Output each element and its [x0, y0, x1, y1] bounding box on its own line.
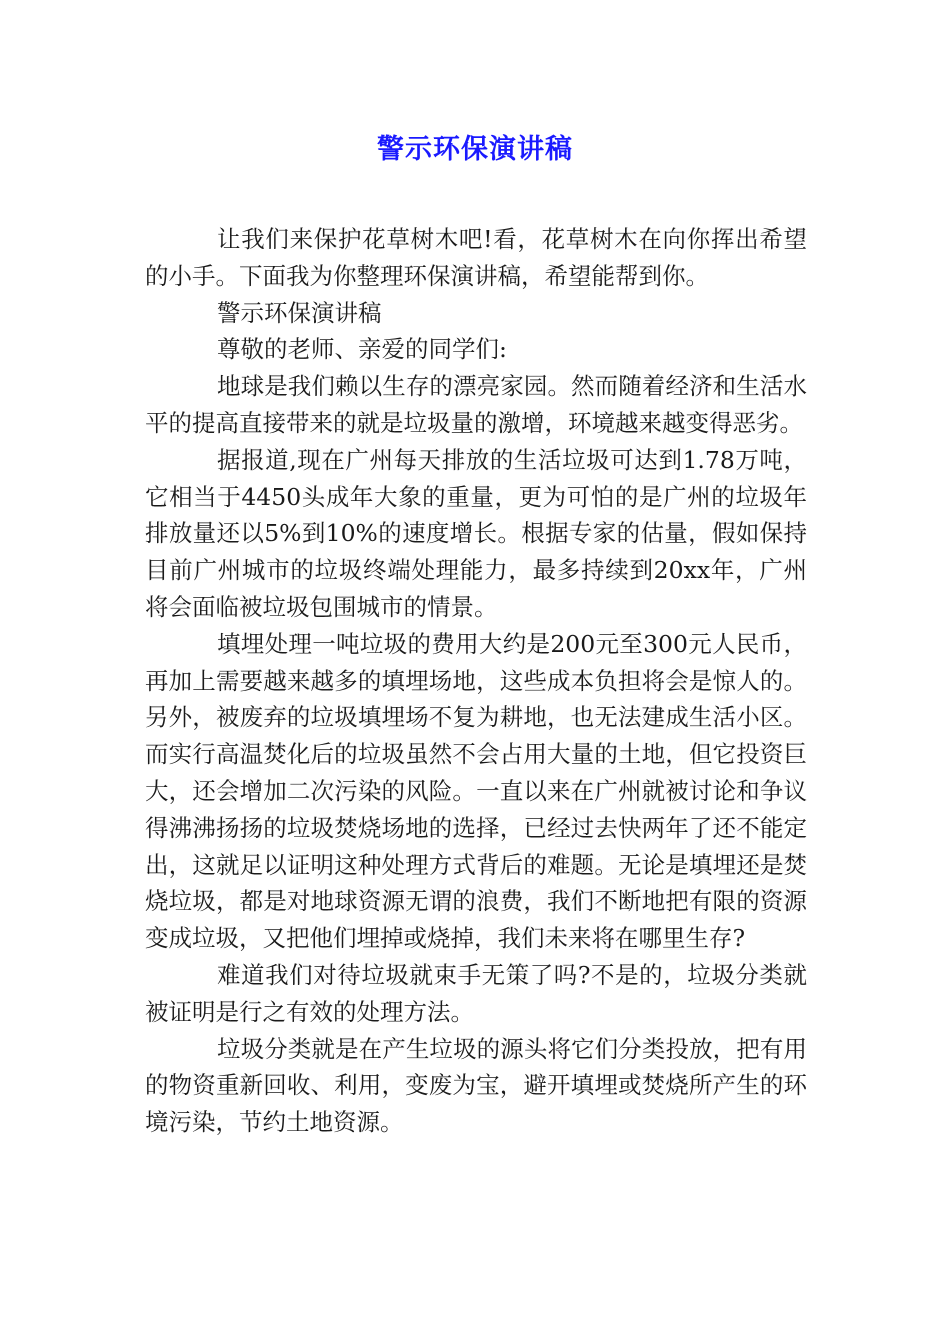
paragraph-intro: 让我们来保护花草树木吧!看，花草树木在向你挥出希望的小手。下面我为你整理环保演讲稿，希望能帮到你。 — [145, 225, 807, 290]
paragraph-earth-home: 地球是我们赖以生存的漂亮家园。然而随着经济和生活水平的提高直接带来的就是垃圾量的激增，环境越来越变得恶劣。 — [145, 372, 807, 437]
paragraph-sorting: 垃圾分类就是在产生垃圾的源头将它们分类投放，把有用的物资重新回收、利用，变废为宝，避开填埋或焚烧所产生的环境污染，节约土地资源。 — [145, 1034, 807, 1137]
document-body — [145, 221, 807, 1141]
paragraph-landfill-cost: 填埋处理一吨垃圾的费用大约是200元至300元人民币，再加上需要越来越多的填埋场地，这些成本负担将会是惊人的。另外，被废弃的垃圾填埋场不复为耕地，也无法建成生活小区。而实行高温焚化后的垃圾虽然不会占用大量的土地，但它投资巨大，还会增加二次污染的风险。一直以来在广州就被讨论和争议得沸沸扬扬的垃圾焚烧场地的选择，已经过去快两年了还不能定出，这就足以证明这种处理方式背后的难题。无论是填埋还是焚烧垃圾，都是对地球资源无谓的浪费，我们不断地把有限的资源变成垃圾，又把他们埋掉或烧掉，我们未来将在哪里生存? — [145, 629, 807, 953]
paragraph-salutation: 尊敬的老师、亲爱的同学们: — [217, 335, 507, 364]
paragraph-subtitle: 警示环保演讲稿 — [217, 298, 382, 327]
paragraph-question: 难道我们对待垃圾就束手无策了吗?不是的，垃圾分类就被证明是行之有效的处理方法。 — [145, 960, 807, 1026]
paragraph-guangzhou-report: 据报道,现在广州每天排放的生活垃圾可达到1.78万吨，它相当于4450头成年大象的重量，更为可怕的是广州的垃圾年排放量还以5%到10%的速度增长。根据专家的估量，假如保持目前广州城市的垃圾终端处理能力，最多持续到20xx年，广州将会面临被垃圾包围城市的情景。 — [145, 445, 807, 621]
document-title: 警示环保演讲稿 — [377, 134, 573, 165]
